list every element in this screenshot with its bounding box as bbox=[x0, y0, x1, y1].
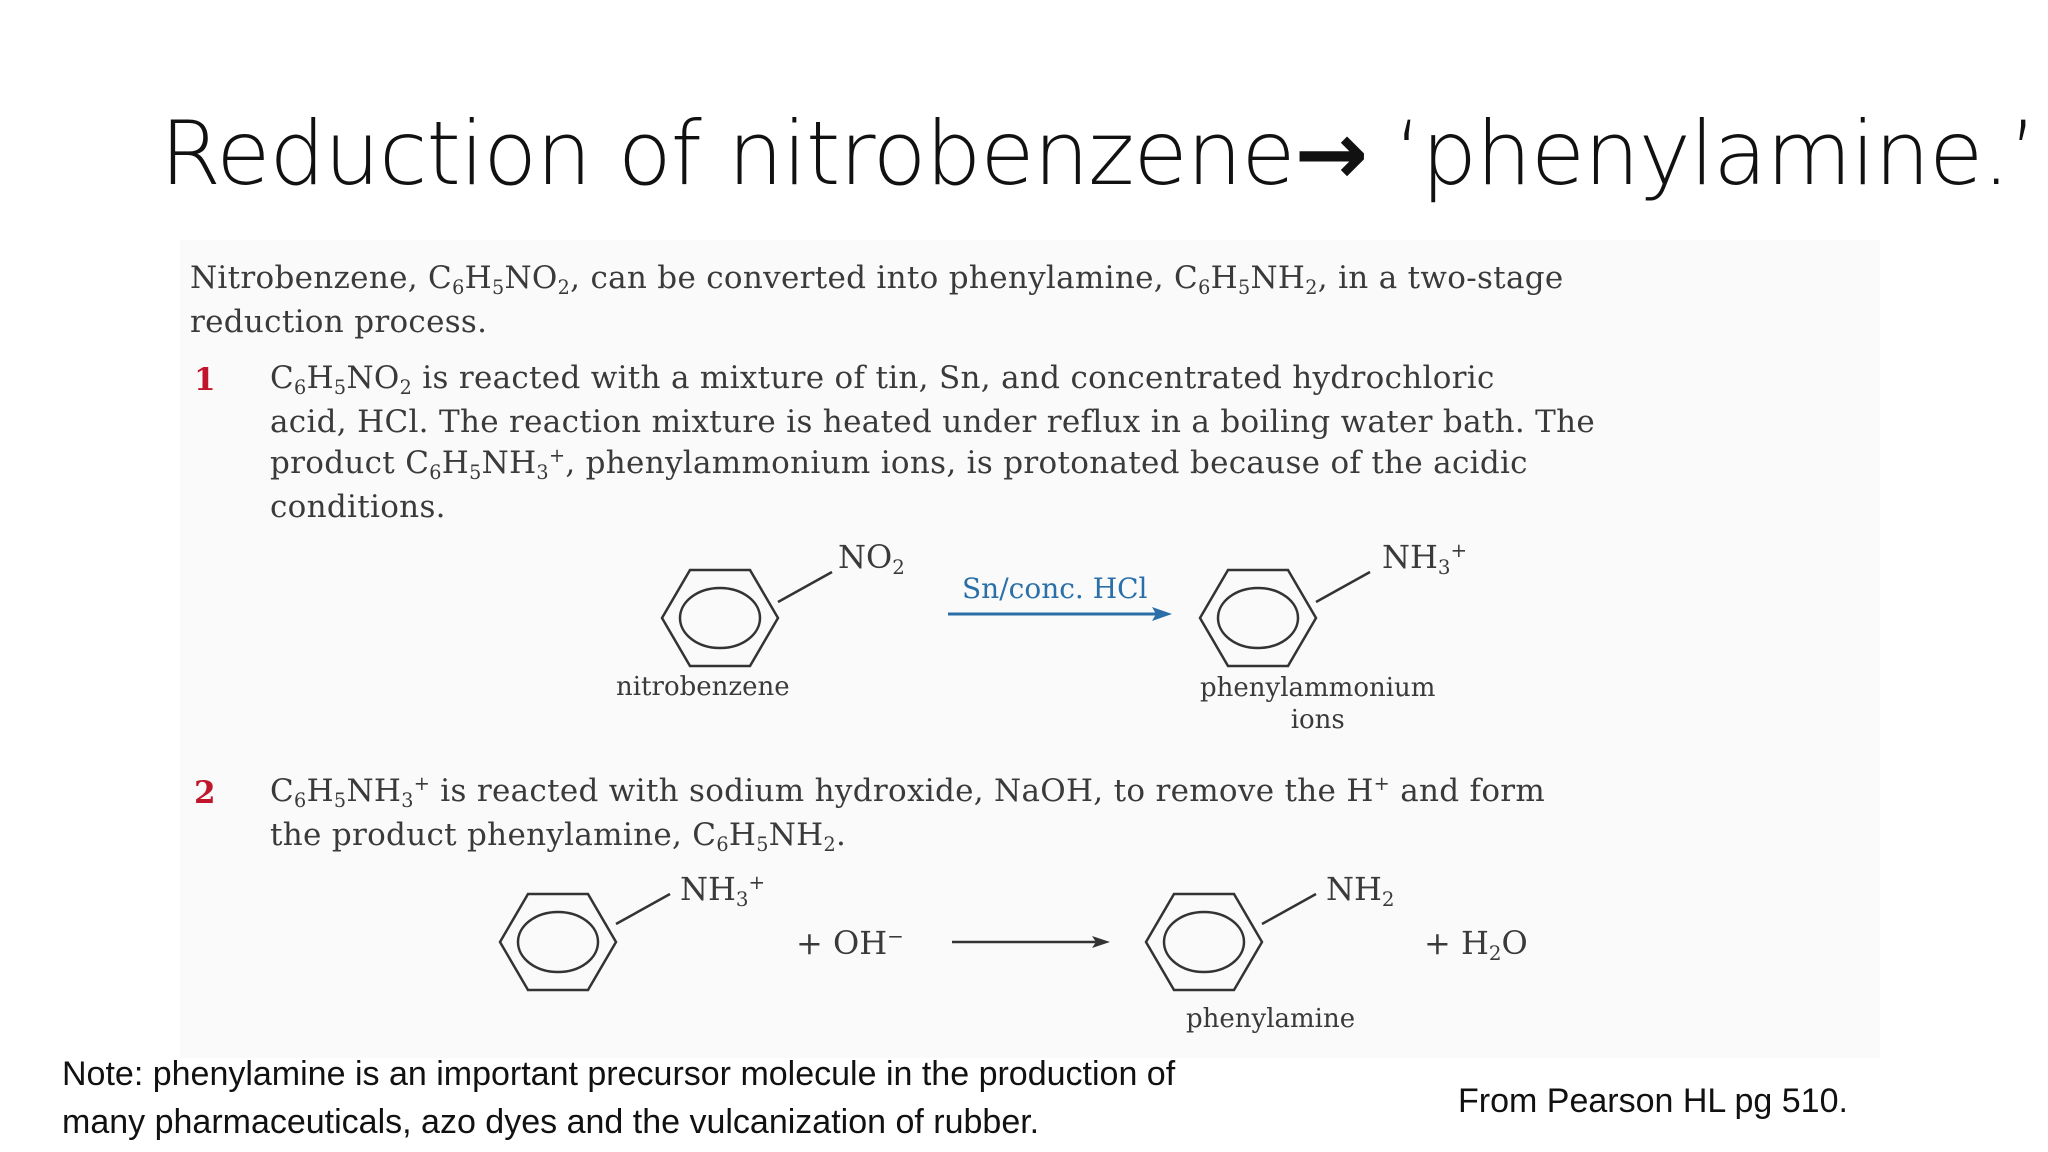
reaction-1-arrow bbox=[948, 604, 1174, 624]
reaction-2-arrow bbox=[952, 932, 1112, 952]
source-citation: From Pearson HL pg 510. bbox=[1458, 1082, 1848, 1120]
reagent-label: Sn/conc. HCl bbox=[962, 572, 1148, 605]
phenylamine-bond bbox=[1260, 888, 1320, 928]
phenylammonium-bond-2 bbox=[614, 888, 674, 928]
intro-paragraph: Nitrobenzene, C6H5NO2, can be converted into phenylamine, C6H5NH2, in a two-stage reduction process. bbox=[190, 260, 1564, 340]
phenylammonium-ring bbox=[1198, 568, 1318, 668]
slide-title: Reduction of nitrobenzene→ ‘phenylamine.’ bbox=[160, 102, 2037, 205]
phenylammonium-bond bbox=[1314, 566, 1374, 606]
ammonium-group-label: NH3+ bbox=[1382, 538, 1468, 579]
amine-group-label: NH2 bbox=[1326, 870, 1395, 911]
water-product: + H2O bbox=[1424, 924, 1528, 965]
right-arrow-icon: → bbox=[1294, 102, 1368, 205]
phenylamine-ring bbox=[1144, 892, 1264, 992]
step-2-text: C6H5NH3+ is reacted with sodium hydroxide, NaOH, to remove the H+ and form the product phenylamine, C6H5NH2. bbox=[270, 772, 1546, 856]
nitrobenzene-ring bbox=[660, 568, 780, 668]
nitrobenzene-bond bbox=[776, 566, 836, 606]
phenylamine-label: phenylamine bbox=[1186, 1004, 1356, 1034]
nitro-group-label: NO2 bbox=[838, 538, 905, 579]
step-1-text: C6H5NO2 is reacted with a mixture of tin, Sn, and concentrated hydrochloric acid, HCl. The reaction mixture is heated under reflux in a boiling water bath. The product C6H5NH3+, phenylammonium ions, is protonated because of the acidic conditions. bbox=[270, 360, 1596, 525]
nitrobenzene-label: nitrobenzene bbox=[616, 672, 790, 702]
step-1-number: 1 bbox=[194, 362, 216, 398]
step-2-number: 2 bbox=[194, 775, 216, 811]
phenylammonium-ring-2 bbox=[498, 892, 618, 992]
phenylammonium-label: phenylammonium ions bbox=[1200, 673, 1436, 735]
ammonium-group-label-2: NH3+ bbox=[680, 870, 766, 911]
hydroxide-reactant: + OH− bbox=[796, 924, 904, 962]
note-text: Note: phenylamine is an important precursor molecule in the production of many pharmaceuticals, azo dyes and the vulcanization of rubber. bbox=[62, 1055, 1176, 1141]
